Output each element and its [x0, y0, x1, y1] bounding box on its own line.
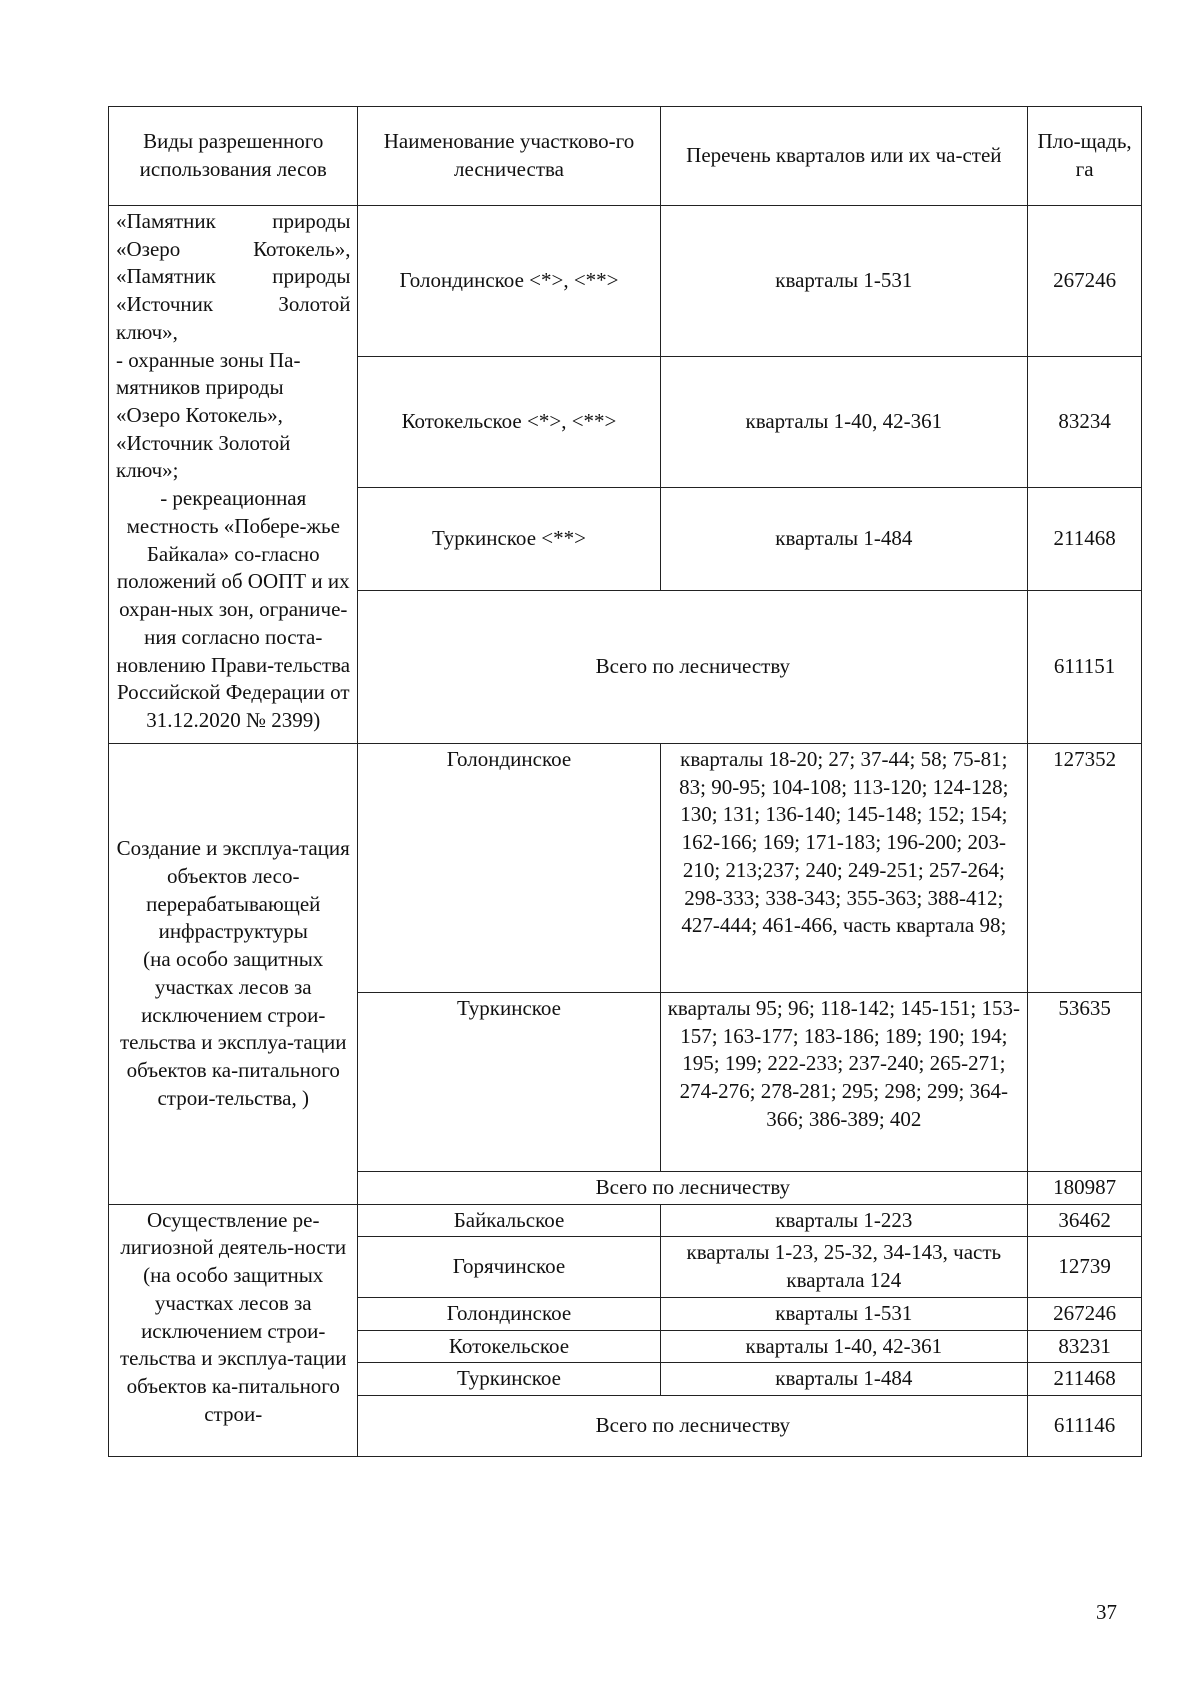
- area-cell: 36462: [1028, 1204, 1142, 1237]
- area-cell: 211468: [1028, 488, 1142, 591]
- use-type-cell: [109, 744, 358, 1205]
- header-area: Пло-щадь, га: [1028, 107, 1142, 206]
- quarters-cell: кварталы 1-23, 25-32, 34-143, часть квартала 124: [660, 1237, 1028, 1297]
- district-cell: Голондинское: [358, 744, 660, 993]
- quarters-cell: кварталы 1-40, 42-361: [660, 357, 1028, 488]
- quarters-cell: кварталы 1-484: [660, 488, 1028, 591]
- use-line: (на особо защитных участках лесов за исключением строи-тельства и эксплуа-тации объектов ка-питального строи-тельства, ): [119, 947, 347, 1110]
- total-area: 180987: [1028, 1172, 1142, 1205]
- area-cell: 53635: [1028, 993, 1142, 1172]
- area-cell: 83231: [1028, 1330, 1142, 1363]
- header-quarters: Перечень кварталов или их ча-стей: [660, 107, 1028, 206]
- area-cell: 211468: [1028, 1363, 1142, 1396]
- district-cell: Котокельское: [358, 1330, 660, 1363]
- quarters-cell: кварталы 1-531: [660, 206, 1028, 357]
- area-cell: 83234: [1028, 357, 1142, 488]
- area-cell: 267246: [1028, 206, 1142, 357]
- quarters-cell: кварталы 18-20; 27; 37-44; 58; 75-81; 83; 90-95; 104-108; 113-120; 124-128; 130; 131; 136-140; 145-148; 152; 154; 162-166; 169; 171-183; 196-200; 203-210; 213;237; 240; 249-251; 257-264; 298-333; 338-343; 355-363; 388-412; 427-444; 461-466, часть квартала 98;: [660, 744, 1028, 993]
- table-row: [109, 206, 1142, 357]
- total-label: Всего по лесничеству: [358, 1396, 1028, 1457]
- total-label: Всего по лесничеству: [358, 1172, 1028, 1205]
- area-cell: 12739: [1028, 1237, 1142, 1297]
- district-cell: Туркинское <**>: [358, 488, 660, 591]
- quarters-cell: кварталы 1-40, 42-361: [660, 1330, 1028, 1363]
- district-cell: Туркинское: [358, 1363, 660, 1396]
- district-cell: Горячинское: [358, 1237, 660, 1297]
- district-cell: Туркинское: [358, 993, 660, 1172]
- total-area: 611151: [1028, 591, 1142, 744]
- forest-use-table: [108, 106, 1142, 1457]
- header-use-type: Виды разрешенного использования лесов: [109, 107, 358, 206]
- area-cell: 127352: [1028, 744, 1142, 993]
- use-line: Осуществление ре-лигиозной деятель-ности: [120, 1207, 347, 1260]
- quarters-cell: кварталы 1-223: [660, 1204, 1028, 1237]
- use-line: Создание и эксплуа-тация объектов лесо-перерабатывающей инфраструктуры: [116, 836, 350, 944]
- table-header-row: [109, 107, 1142, 206]
- district-cell: Байкальское: [358, 1204, 660, 1237]
- district-cell: Голондинское <*>, <**>: [358, 206, 660, 357]
- page-number: 37: [1096, 1600, 1117, 1624]
- use-line: - охранные зоны Па-мятников природы «Озеро Котокель», «Источник Золотой ключ»;: [116, 347, 301, 483]
- district-cell: Голондинское: [358, 1297, 660, 1330]
- district-cell: Котокельское <*>, <**>: [358, 357, 660, 488]
- use-type-cell: [109, 206, 358, 744]
- quarters-cell: кварталы 95; 96; 118-142; 145-151; 153-157; 163-177; 183-186; 189; 190; 194; 195; 199; 222-233; 237-240; 265-271; 274-276; 278-281; 295; 298; 299; 364-366; 386-389; 402: [660, 993, 1028, 1172]
- use-line: «Памятник природы «Озеро Котокель», «Памятник природы «Источник Золотой ключ»,: [116, 209, 351, 344]
- header-district: Наименование участково-го лесничества: [358, 107, 660, 206]
- use-line: - рекреационная местность «Побере-жье Байкала» со-гласно положений об ООПТ и их охран-ных зон, ограниче-ния согласно поста-новлению Прави-тельства Российской Федерации от 31.12.2020 № 2399): [116, 486, 351, 732]
- total-label: Всего по лесничеству: [358, 591, 1028, 744]
- quarters-cell: кварталы 1-531: [660, 1297, 1028, 1330]
- total-area: 611146: [1028, 1396, 1142, 1457]
- table-row: [109, 1204, 1142, 1237]
- use-type-cell: [109, 1204, 358, 1456]
- quarters-cell: кварталы 1-484: [660, 1363, 1028, 1396]
- table-row: [109, 744, 1142, 993]
- area-cell: 267246: [1028, 1297, 1142, 1330]
- use-line: (на особо защитных участках лесов за исключением строи-тельства и эксплуа-тации объектов ка-питального строи-: [119, 1263, 347, 1426]
